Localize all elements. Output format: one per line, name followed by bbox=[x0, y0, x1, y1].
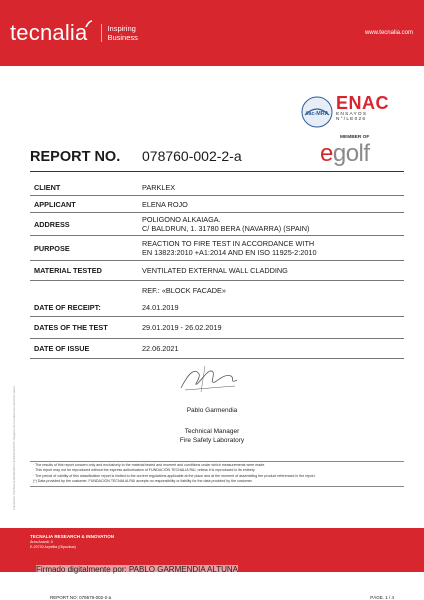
row-value: VENTILATED EXTERNAL WALL CLADDING bbox=[142, 266, 288, 275]
signatory-department: Fire Safety Laboratory bbox=[179, 437, 245, 444]
brand-tagline bbox=[101, 24, 137, 42]
enac-logo bbox=[336, 94, 388, 134]
row-key: DATE OF ISSUE bbox=[34, 344, 90, 353]
address-line-2: C/ BALDRUN, 1. 31780 BERA (NAVARRA) (SPAIN) bbox=[142, 224, 310, 233]
tecnalia-logo bbox=[10, 20, 138, 46]
egolf-rest: golf bbox=[332, 140, 370, 167]
info-row-client bbox=[30, 180, 404, 196]
footer-address-line-1: Área Anardi, 5 bbox=[30, 540, 53, 544]
address-line-1: POLIGONO ALKAIAGA. bbox=[142, 215, 221, 224]
row-key: DATE OF RECEIPT: bbox=[34, 303, 101, 312]
row-value: 29.01.2019 - 26.02.2019 bbox=[142, 323, 222, 332]
report-label: REPORT NO. bbox=[30, 149, 121, 165]
row-value: 22.06.2021 bbox=[142, 344, 179, 353]
report-title-row bbox=[30, 148, 404, 172]
row-value: 24.01.2019 bbox=[142, 303, 179, 312]
info-row-issue bbox=[30, 339, 404, 359]
info-row-receipt bbox=[30, 299, 404, 317]
info-row-reference bbox=[30, 281, 404, 299]
row-key: PURPOSE bbox=[34, 243, 70, 253]
row-key: ADDRESS bbox=[34, 219, 70, 229]
tagline-line-2: Business bbox=[107, 33, 138, 42]
tagline-line-1: Inspiring bbox=[107, 24, 136, 33]
row-value bbox=[142, 215, 404, 233]
enac-number: N°/LE026 bbox=[336, 117, 367, 122]
purpose-line-1: REACTION TO FIRE TEST IN ACCORDANCE WITH bbox=[142, 239, 315, 248]
note-line: (*) Data provided by the customer. FUNDACIÓN TECNALIA R&I accepts no responsibility or liability for the data provided by the customer. bbox=[33, 479, 253, 484]
ilac-text: ilac-MRA bbox=[305, 111, 329, 117]
info-row-material bbox=[30, 261, 404, 281]
info-row-purpose bbox=[30, 236, 404, 261]
row-value: PARKLEX bbox=[142, 183, 176, 192]
member-of-label: MEMBER OF bbox=[340, 135, 370, 140]
website-link[interactable]: www.tecnalia.com bbox=[364, 30, 413, 36]
logo-mark-icon bbox=[85, 20, 93, 28]
egolf-e-glyph: e bbox=[320, 140, 333, 167]
row-value: REF.: «BLOCK FACADE» bbox=[142, 285, 226, 295]
report-info-table bbox=[30, 180, 404, 359]
footer-report-ref: REPORT NO: 078679-002-2-a bbox=[50, 595, 112, 600]
row-key: MATERIAL TESTED bbox=[34, 266, 102, 275]
report-number: 078760-002-2-a bbox=[142, 148, 242, 164]
row-value: ELENA ROJO bbox=[142, 199, 188, 209]
row-key: APPLICANT bbox=[34, 199, 76, 209]
digital-signature-stamp: Firmado digitalmente por: PABLO GARMENDIA ALTUNA bbox=[36, 565, 238, 574]
signatory-name: Pablo Garmendia bbox=[186, 407, 238, 414]
enac-sub: ENSAYOS bbox=[336, 112, 368, 117]
ilac-mra-logo bbox=[300, 95, 334, 129]
row-key: CLIENT bbox=[34, 183, 61, 192]
note-line: · The period of validity of this classification report is limited to the current regulations applicable at the place and at the moment of assembling the product referenced in the report. bbox=[33, 473, 316, 478]
enac-word: ENAC bbox=[336, 93, 390, 113]
signatory-role: Technical Manager bbox=[184, 428, 240, 435]
page-header bbox=[0, 0, 424, 66]
footer-address bbox=[30, 540, 76, 549]
info-row-applicant bbox=[30, 196, 404, 213]
purpose-line-2: EN 13823:2010 +A1:2014 AND EN ISO 11925-2:2010 bbox=[142, 248, 317, 257]
note-line: · This report may not be reproduced without the express authorisation of FUNDACIÓN TECNALIA R&I, unless it is reproduced in its entirety. bbox=[33, 468, 256, 473]
note-line: · The results of this report concern only and exclusively to the material tested and moment and conditions under which measurements were made. bbox=[33, 463, 266, 467]
footer-company: TECNALIA RESEARCH & INNOVATION bbox=[30, 534, 115, 539]
info-row-address bbox=[30, 213, 404, 236]
brand-name: tecnalia bbox=[10, 20, 88, 45]
info-row-test-dates bbox=[30, 317, 404, 339]
legal-notes bbox=[30, 461, 404, 487]
row-value bbox=[142, 239, 404, 257]
handwritten-signature bbox=[175, 362, 247, 396]
row-key: DATES OF THE TEST bbox=[34, 323, 108, 332]
page-number: PÁGE. 1 / 4 bbox=[370, 595, 394, 600]
footer-address-line-2: E-20730 Azpeitia (Gipuzkoa) bbox=[30, 544, 76, 549]
registry-note: Fundación TECNALIA RESEARCH & INNOVATION. Registro de Fundaciones del País Vasco bbox=[12, 385, 16, 510]
